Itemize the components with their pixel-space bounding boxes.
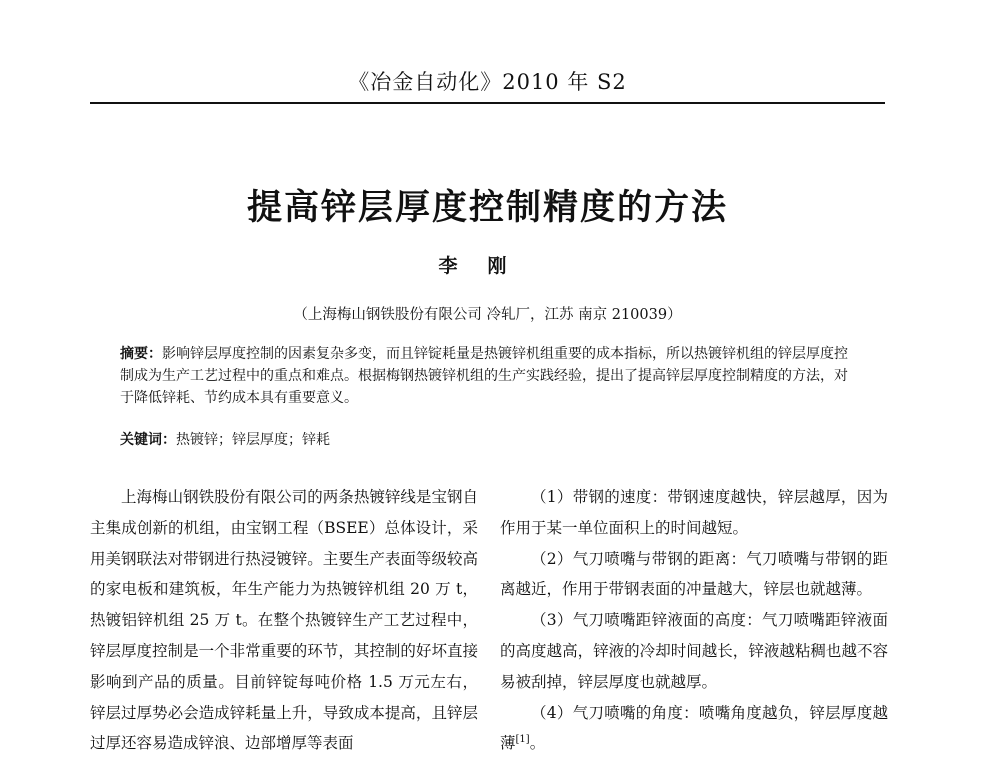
body-left-column [90,482,478,759]
paper-title: 提高锌层厚度控制精度的方法 [246,188,728,228]
abstract-text: 影响锌层厚度控制的因素复杂多变，而且锌锭耗量是热镀锌机组重要的成本指标，所以热镀锌机组的锌层厚度控制成为生产工艺过程中的重点和难点。根据梅钢热镀锌机组的生产实践经验，提出了提高锌层厚度控制精度的方法，对于降低锌耗、节约成本具有重要意义。 [120,346,848,406]
keywords-text: 热镀锌；锌层厚度；锌耗 [176,432,330,448]
intro-paragraph: 上海梅山钢铁股份有限公司的两条热镀锌线是宝钢自主集成创新的机组，由宝钢工程（BSEE）总体设计，采用美钢联法对带钢进行热浸镀锌。主要生产表面等级较高的家电板和建筑板，年生产能力为热镀锌机组 20 万 t，热镀铝锌机组 25 万 t。在整个热镀锌生产工艺过程中，锌层厚度控制是一个非常重要的环节，其控制的好坏直接影响到产品的质量。目前锌锭每吨价格 1.5 万元左右，锌层过厚势必会造成锌耗量上升，导致成本提高，且锌层过厚还容易造成锌浪、边部增厚等表面 [90,488,478,753]
abstract [120,343,860,409]
citation-mark: [1] [515,734,530,746]
body-right-column [500,482,888,759]
keywords [120,429,860,451]
header-rule [90,102,885,104]
factor-item-3: （3）气刀喷嘴距锌液面的高度：气刀喷嘴距锌液面的高度越高，锌液的冷却时间越长，锌液越粘稠也越不容易被刮掉，锌层厚度也就越厚。 [500,611,888,691]
author-name: 李刚 [438,255,537,277]
author-affiliation: （上海梅山钢铁股份有限公司 冷轧厂，江苏 南京 210039） [293,307,682,323]
factor-item-4 [500,698,888,760]
journal-header: 《冶金自动化》2010 年 S2 [348,70,627,94]
abstract-label: 摘要： [120,346,162,362]
factor-item-4-text: （4）气刀喷嘴的角度：喷嘴角度越负，锌层厚度越薄 [500,703,888,753]
factor-item-1: （1）带钢的速度：带钢速度越快，锌层越厚，因为作用于某一单位面积上的时间越短。 [500,488,888,537]
sentence-end: 。 [529,734,546,753]
keywords-label: 关键词： [120,432,176,448]
factor-item-2: （2）气刀喷嘴与带钢的距离：气刀喷嘴与带钢的距离越近，作用于带钢表面的冲量越大，锌层也就越薄。 [500,549,888,599]
